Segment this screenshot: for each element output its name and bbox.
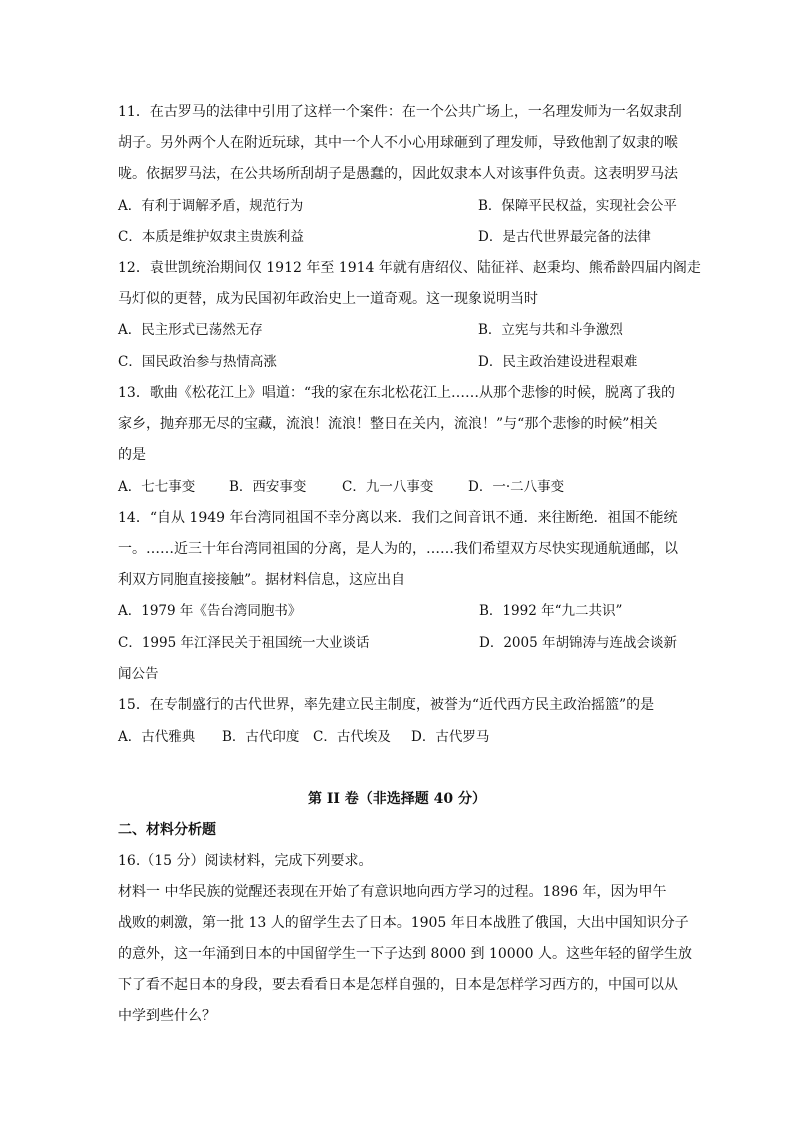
q16-material-line-3: 的意外，这一年涌到日本的中国留学生一下子达到 8000 到 10000 人。这些年轻的留学生放 (118, 946, 692, 962)
q11-line-1: 11．在古罗马的法律中引用了这样一个案件：在一个公共广场上，一名理发师为一名奴隶刮 (118, 104, 682, 120)
q13-option-a: A．七七事变 (118, 479, 196, 495)
q15-option-b: B．古代印度 (222, 729, 300, 745)
q13-line-3: 的是 (118, 447, 146, 463)
q16-material-line-2: 战败的刺激，第一批 13 人的留学生去了日本。1905 年日本战胜了俄国，大出中国知识分子 (118, 915, 689, 931)
q13-option-d: D．一·二八事变 (468, 479, 565, 495)
q11-line-2: 胡子。另外两个人在附近玩球，其中一个人不小心用球砸到了理发师，导致他割了奴隶的喉 (118, 135, 678, 151)
q12-option-b: B．立宪与共和斗争激烈 (478, 322, 623, 338)
q11-option-b: B．保障平民权益，实现社会公平 (478, 198, 677, 214)
q15-option-d: D．古代罗马 (411, 729, 490, 745)
q13-line-2: 家乡，抛弃那无尽的宝藏，流浪！流浪！整日在关内，流浪！”与“那个悲惨的时候”相关 (118, 416, 658, 432)
q15-line-1: 15．在专制盛行的古代世界，率先建立民主制度，被誉为“近代西方民主政治摇篮”的是 (118, 697, 655, 713)
q16-material-line-4: 下了看不起日本的身段，要去看看日本是怎样自强的，日本是怎样学习西方的，中国可以从 (118, 977, 678, 993)
q12-option-a: A．民主形式已荡然无存 (118, 322, 263, 338)
q14-line-3: 利双方同胞直接接触”。据材料信息，这应出自 (118, 572, 406, 588)
q14-option-a: A．1979 年《告台湾同胞书》 (118, 603, 302, 619)
q13-option-c: C．九一八事变 (342, 479, 434, 495)
q14-line-2: 一。……近三十年台湾同祖国的分离，是人为的，……我们希望双方尽快实现通航通邮，以 (118, 541, 678, 557)
q12-line-2: 马灯似的更替，成为民国初年政治史上一道奇观。这一现象说明当时 (118, 291, 538, 307)
q14-option-d-continued: 闻公告 (118, 666, 159, 682)
q15-option-c: C．古代埃及 (313, 729, 391, 745)
section-title: 第 II 卷（非选择题 40 分） (307, 791, 487, 807)
q16-intro: 16.（15 分）阅读材料，完成下列要求。 (118, 853, 373, 869)
q14-line-1: 14．“自从 1949 年台湾同祖国不幸分离以来．我们之间音讯不通．来往断绝．祖国不能统 (118, 510, 678, 526)
q14-option-d: D．2005 年胡锦涛与连战会谈新 (479, 635, 677, 651)
q14-option-c: C．1995 年江泽民关于祖国统一大业谈话 (118, 635, 370, 651)
q15-option-a: A．古代雅典 (118, 729, 196, 745)
q16-material-line-1: 材料一 中华民族的觉醒还表现在开始了有意识地向西方学习的过程。1896 年，因为甲午 (118, 884, 667, 900)
q12-option-d: D．民主政治建设进程艰难 (478, 354, 638, 370)
section-heading: 二、材料分析题 (118, 822, 216, 838)
q11-option-a: A．有利于调解矛盾，规范行为 (118, 198, 304, 214)
q12-option-c: C．国民政治参与热情高涨 (118, 354, 277, 370)
q14-option-b: B．1992 年“九二共识” (479, 603, 623, 619)
q11-line-3: 咙。依据罗马法，在公共场所刮胡子是愚蠢的，因此奴隶本人对该事件负责。这表明罗马法 (118, 166, 678, 182)
q16-material-line-5: 中学到些什么？ (118, 1008, 216, 1024)
q11-option-c: C．本质是维护奴隶主贵族利益 (118, 229, 304, 245)
q12-line-1: 12．袁世凯统治期间仅 1912 年至 1914 年就有唐绍仪、陆征祥、赵秉均、熊希龄四届内阁走 (118, 260, 701, 276)
q11-option-d: D．是古代世界最完备的法律 (478, 229, 651, 245)
q13-option-b: B．西安事变 (229, 479, 307, 495)
q13-line-1: 13．歌曲《松花江上》唱道：“我的家在东北松花江上……从那个悲惨的时候，脱离了我的 (118, 385, 675, 401)
